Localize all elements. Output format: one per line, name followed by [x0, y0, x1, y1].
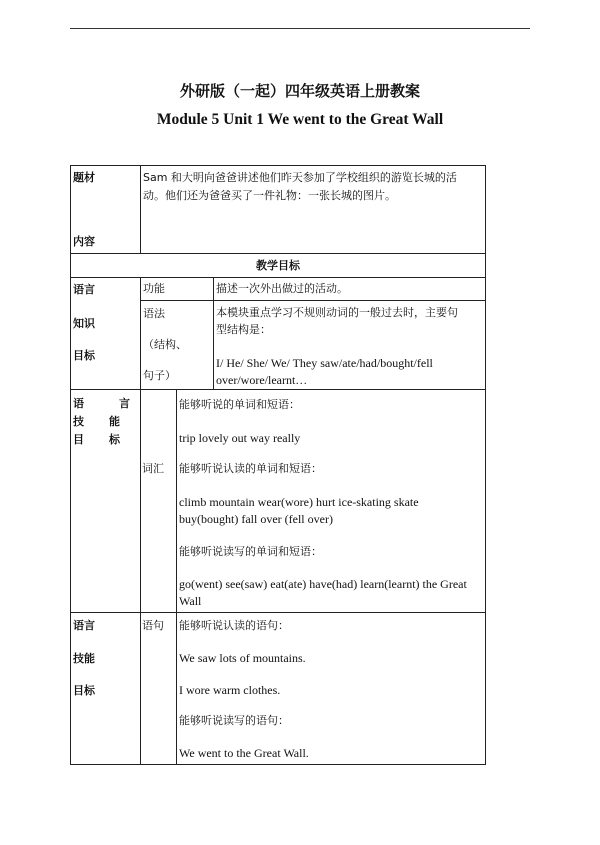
topic-content-line2: 动。他们还为爸爸买了一件礼物：一张长城的图片。: [143, 189, 396, 202]
grammar-label-1: 语法: [143, 307, 165, 320]
vocab-recognize-label: 能够听说认读的单词和短语：: [179, 462, 322, 475]
vocab-recognize-words-line1: climb mountain wear(wore) hurt ice-skating skate: [179, 495, 419, 509]
function-text: 描述一次外出做过的活动。: [216, 282, 348, 295]
sentences-label-1: 语言: [73, 619, 95, 632]
sentence-3: We went to the Great Wall.: [179, 746, 309, 760]
vocab-category: 词汇: [142, 462, 164, 475]
grammar-label-2: （结构、: [143, 338, 187, 351]
grammar-label-3: 句子）: [143, 369, 176, 382]
grammar-example-line1: I/ He/ She/ We/ They saw/ate/had/bought/fell: [216, 356, 433, 370]
topic-content-line1: Sam 和大明向爸爸讲述他们昨天参加了学校组织的游览长城的活: [143, 171, 457, 184]
function-label: 功能: [143, 282, 165, 295]
knowledge-label-2: 知识: [73, 317, 95, 330]
sentences-label-3: 目标: [73, 684, 95, 697]
vocab-label-r1c2: 言: [119, 397, 130, 410]
vocab-category-cell: [140, 389, 177, 613]
sentences-category-cell: [140, 612, 177, 765]
vocab-label-r1c1: 语: [73, 397, 84, 410]
vocab-label-r3c1: 目: [73, 433, 84, 446]
vocab-write-words-line2: Wall: [179, 594, 202, 608]
sentences-recognize-label: 能够听说认读的语句：: [179, 619, 289, 632]
grammar-text-cell: [213, 300, 486, 390]
vocab-write-label: 能够听说读写的单词和短语：: [179, 545, 322, 558]
sentences-write-label: 能够听说读写的语句：: [179, 714, 289, 727]
grammar-text-line1: 本模块重点学习不规则动词的一般过去时，主要句: [216, 306, 458, 319]
grammar-label-cell: [140, 300, 214, 390]
document-title-chinese: 外研版（一起）四年级英语上册教案: [179, 82, 420, 100]
topic-label-cell: [70, 165, 141, 254]
topic-label-top: 题材: [73, 171, 95, 184]
vocab-recognize-words-line2: buy(bought) fall over (fell over): [179, 512, 333, 526]
sentence-1: We saw lots of mountains.: [179, 651, 306, 665]
knowledge-label-3: 目标: [73, 349, 95, 362]
vocab-label-r3c2: 标: [109, 433, 120, 446]
topic-label-bottom: 内容: [73, 235, 95, 248]
knowledge-label-1: 语言: [73, 283, 95, 296]
header-rule: [70, 28, 530, 29]
vocab-content-cell: [176, 389, 486, 613]
vocab-write-words-line1: go(went) see(saw) eat(ate) have(had) learn(learnt) the Great: [179, 577, 467, 591]
vocab-label-cell: [70, 389, 141, 613]
sentences-category: 语句: [142, 619, 164, 632]
document-title-english: Module 5 Unit 1 We went to the Great Wall: [156, 111, 444, 128]
topic-content-cell: [140, 165, 486, 254]
grammar-example-line2: over/wore/learnt…: [216, 373, 308, 387]
sentence-2: I wore warm clothes.: [179, 683, 281, 697]
function-text-cell: [213, 277, 486, 301]
knowledge-label-cell: [70, 277, 141, 390]
objectives-header: 教学目标: [256, 259, 300, 272]
function-label-cell: [140, 277, 214, 301]
objectives-header-cell: [70, 253, 486, 278]
sentences-content-cell: [176, 612, 486, 765]
vocab-listen-speak-label: 能够听说的单词和短语：: [179, 398, 300, 411]
sentences-label-2: 技能: [73, 652, 95, 665]
vocab-label-r2c1: 技: [73, 415, 84, 428]
vocab-label-r2c2: 能: [109, 415, 120, 428]
vocab-listen-speak-words: trip lovely out way really: [179, 431, 301, 445]
grammar-text-line2: 型结构是：: [216, 323, 271, 336]
sentences-label-cell: [70, 612, 141, 765]
